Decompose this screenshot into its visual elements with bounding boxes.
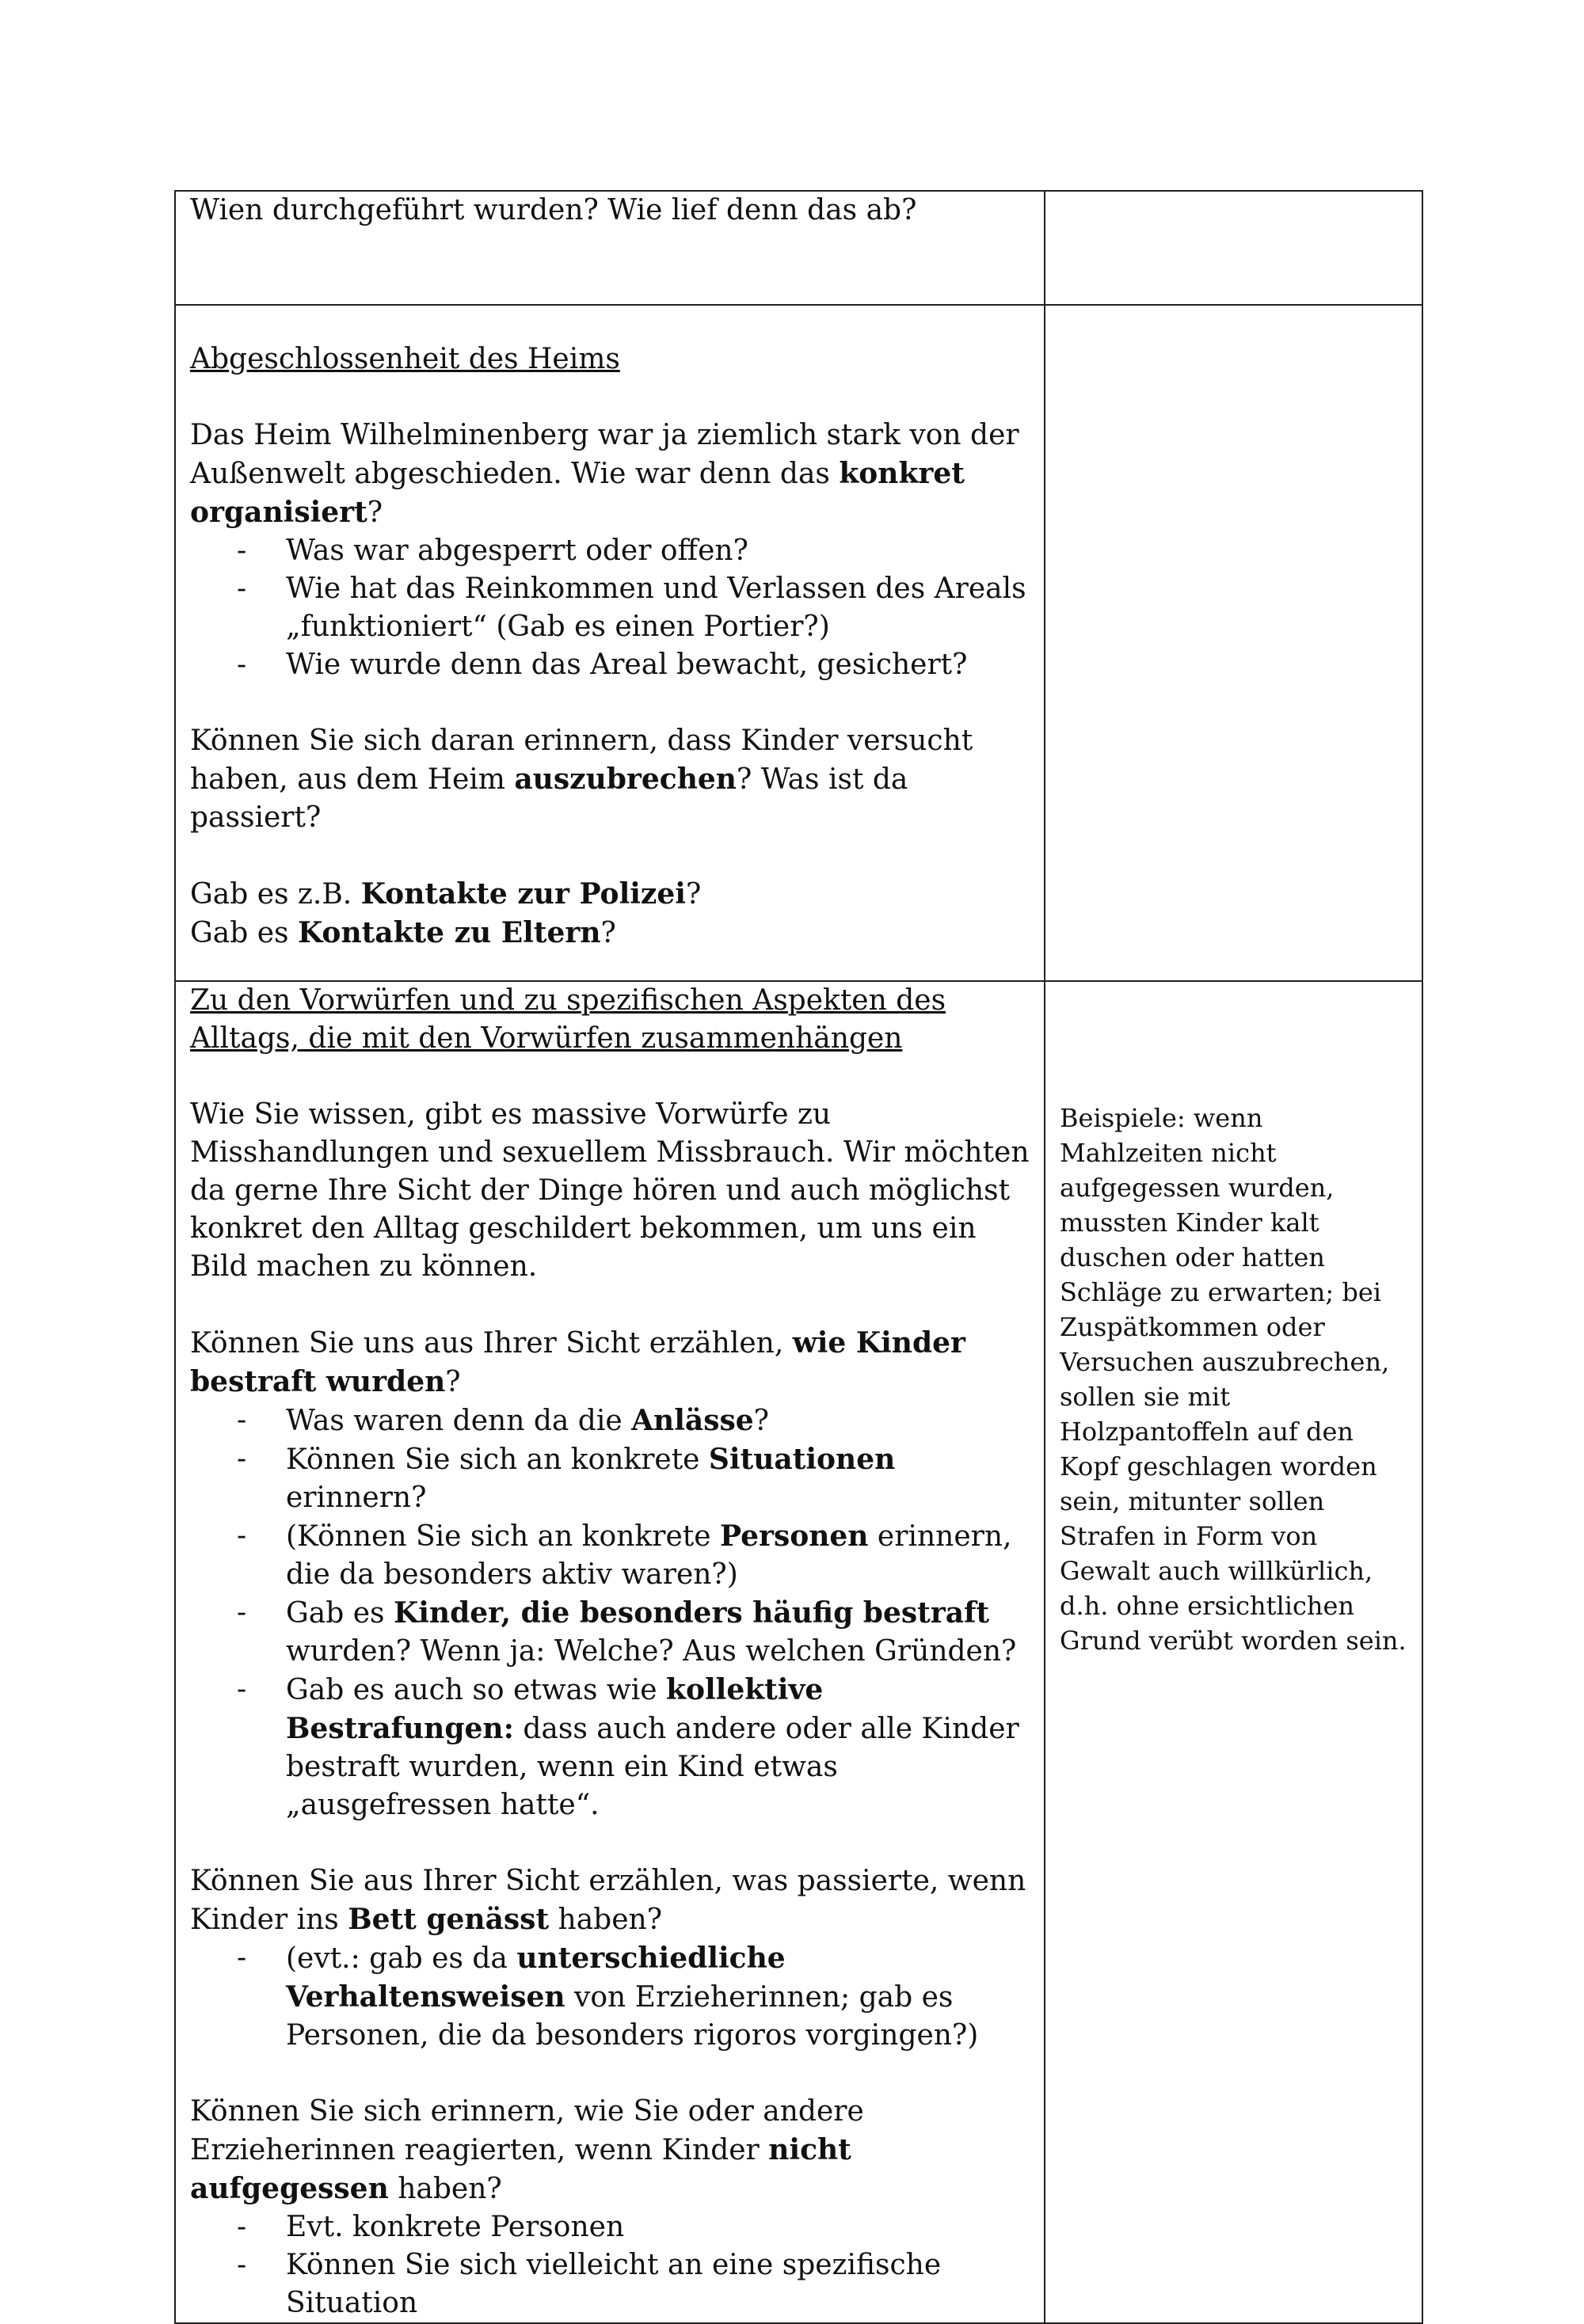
question-paragraph: Wie Sie wissen, gibt es massive Vorwürfe zu Misshandlungen und sexuellem Missbrauch. Wir möchten da gerne Ihre Sicht der Dinge hören und auch möglichst konkret den Alltag geschildert bekommen, um uns ein Bild machen zu können. <box>190 1098 1030 1283</box>
question-cell <box>175 981 1045 2323</box>
list-item: - Evt. konkrete Personen <box>286 2208 1030 2246</box>
interview-guide-table <box>174 190 1423 2324</box>
list-item: - (evt.: gab es da unterschiedliche Verhaltensweisen von Erzieherinnen; gab es Personen, die da besonders rigoros vorgingen?) <box>286 1939 1030 2055</box>
notes-cell <box>1045 981 1422 2323</box>
question-paragraph: Gab es z.B. Kontakte zur Polizei? <box>190 877 702 911</box>
question-text: Wien durchgeführt wurden? Wie lief denn das ab? <box>190 194 917 226</box>
notes-cell <box>1045 191 1422 305</box>
list-item: - Können Sie sich vielleicht an eine spezifische Situation <box>286 2246 1030 2322</box>
question-cell <box>175 191 1045 305</box>
dash-list <box>190 532 1030 684</box>
table-row <box>175 191 1422 305</box>
question-paragraph: Können Sie sich daran erinnern, dass Kinder versucht haben, aus dem Heim auszubrechen? Was ist da passiert? <box>190 725 973 834</box>
list-item: - Wie hat das Reinkommen und Verlassen des Areals „funktioniert“ (Gab es einen Portier?) <box>286 570 1030 646</box>
notes-text: Beispiele: wenn Mahlzeiten nicht aufgegessen wurden, mussten Kinder kalt duschen oder hatten Schläge zu erwarten; bei Zuspätkommen oder Versuchen auszubrechen, sollen sie mit Holzpantoffeln auf den Kopf geschlagen worden sein, mitunter sollen Strafen in Form von Gewalt auch willkürlich, d.h. ohne ersichtlichen Grund verübt worden sein. <box>1060 1103 1407 1656</box>
question-paragraph: Gab es Kontakte zu Eltern? <box>190 916 616 949</box>
list-item: - Wie wurde denn das Areal bewacht, gesichert? <box>286 646 1030 684</box>
notes-cell <box>1045 305 1422 981</box>
list-item: - Können Sie sich an konkrete Situationen erinnern? <box>286 1440 1030 1517</box>
dash-list <box>190 2208 1030 2322</box>
question-paragraph: Das Heim Wilhelminenberg war ja ziemlich stark von der Außenwelt abgeschieden. Wie war denn das konkret organisiert? <box>190 419 1019 529</box>
dash-list <box>190 1402 1030 1824</box>
list-item: - Gab es auch so etwas wie kollektive Bestrafungen: dass auch andere oder alle Kinder bestraft wurden, wenn ein Kind etwas „ausgefressen hatte“. <box>286 1671 1030 1824</box>
question-paragraph: Können Sie sich erinnern, wie Sie oder andere Erzieherinnen reagierten, wenn Kinder nicht aufgegessen haben? <box>190 2095 864 2205</box>
section-heading: Zu den Vorwürfen und zu spezifischen Aspekten des Alltags, die mit den Vorwürfen zusammenhängen <box>190 984 946 1055</box>
table-row <box>175 305 1422 981</box>
section-heading: Abgeschlossenheit des Heims <box>190 343 620 375</box>
list-item: - Gab es Kinder, die besonders häufig bestraft wurden? Wenn ja: Welche? Aus welchen Gründen? <box>286 1594 1030 1671</box>
question-paragraph: Können Sie aus Ihrer Sicht erzählen, was passierte, wenn Kinder ins Bett genässt haben? <box>190 1865 1026 1936</box>
question-cell <box>175 305 1045 981</box>
dash-list <box>190 1939 1030 2055</box>
list-item: - (Können Sie sich an konkrete Personen erinnern, die da besonders aktiv waren?) <box>286 1517 1030 1594</box>
list-item: - Was waren denn da die Anlässe? <box>286 1402 1030 1440</box>
table-row <box>175 981 1422 2323</box>
list-item: - Was war abgesperrt oder offen? <box>286 532 1030 570</box>
question-paragraph: Können Sie uns aus Ihrer Sicht erzählen, wie Kinder bestraft wurden? <box>190 1326 966 1398</box>
